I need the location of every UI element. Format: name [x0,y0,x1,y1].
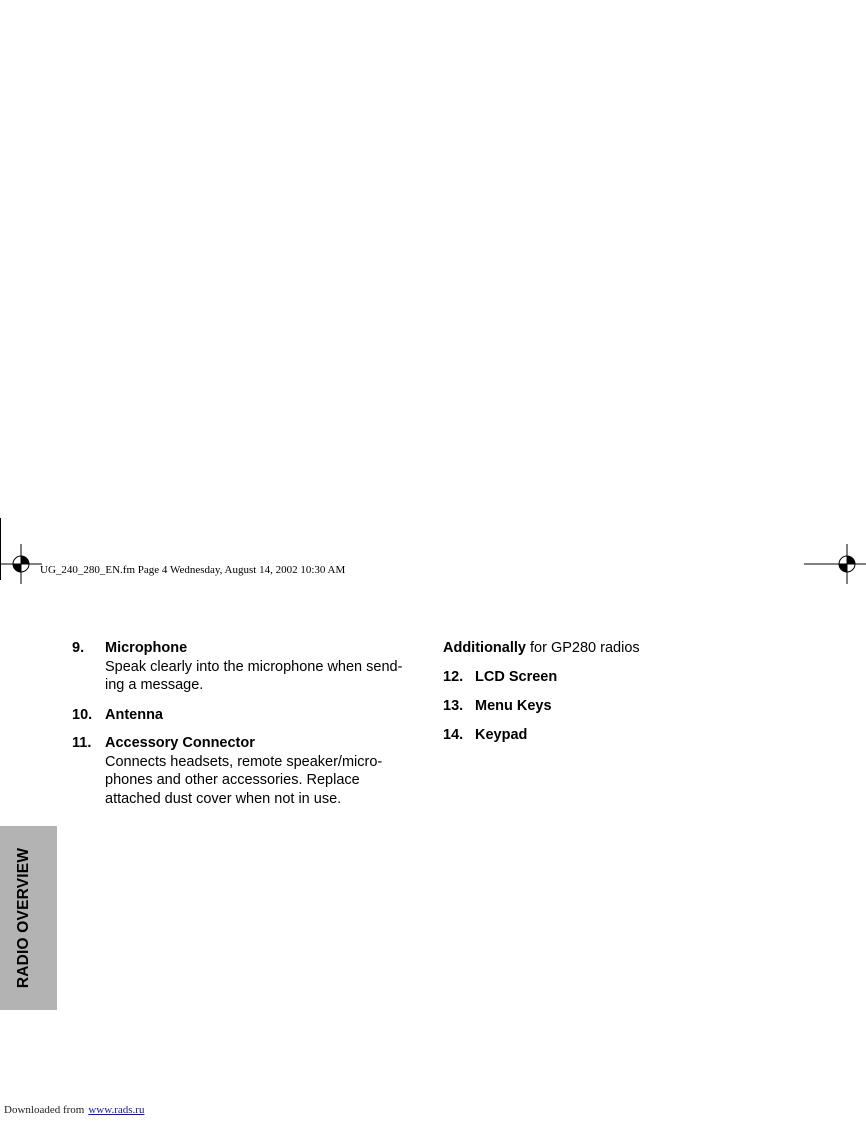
item-title: Microphone [105,640,188,656]
description-line: phones and other accessories. Replace [105,772,360,788]
item-number: 11. [72,735,92,751]
item-title: Antenna [105,707,163,723]
intro-bold: Additionally [443,640,526,656]
item-number: 12. [443,669,464,685]
item-number: 10. [72,707,93,723]
list-item-microphone [72,639,432,699]
item-title: LCD Screen [475,669,558,685]
section-side-tab-label: RADIO OVERVIEW [15,847,32,989]
list-item-menu-keys [443,697,743,717]
item-description [105,753,382,809]
download-footer [4,1104,186,1116]
description-line: Speak clearly into the microphone when send- [105,658,403,675]
footer-prefix: Downloaded from [4,1104,85,1116]
footer-link[interactable]: www.rads.ru [88,1104,145,1116]
intro-rest: for GP280 radios [525,640,640,656]
list-item-lcd-screen [443,668,743,688]
list-item-keypad [443,726,743,746]
list-item-accessory-connector [72,734,432,814]
item-number: 14. [443,727,464,743]
registration-target-left-icon [0,544,42,584]
registration-target-right-icon [804,544,866,584]
description-line: ing a message. [105,677,204,693]
description-line: Connects headsets, remote speaker/micro- [105,753,383,770]
item-title: Keypad [475,727,528,743]
description-line: attached dust cover when not in use. [105,790,342,807]
item-title: Menu Keys [475,698,552,714]
item-title: Accessory Connector [105,735,255,751]
list-item-antenna [72,706,432,726]
file-header-line: UG_240_280_EN.fm Page 4 Wednesday, August 14, 2002 10:30 AM [40,564,346,576]
item-number: 13. [443,698,464,714]
item-number: 9. [72,640,85,656]
gp280-intro [443,639,640,658]
item-description [105,658,402,695]
